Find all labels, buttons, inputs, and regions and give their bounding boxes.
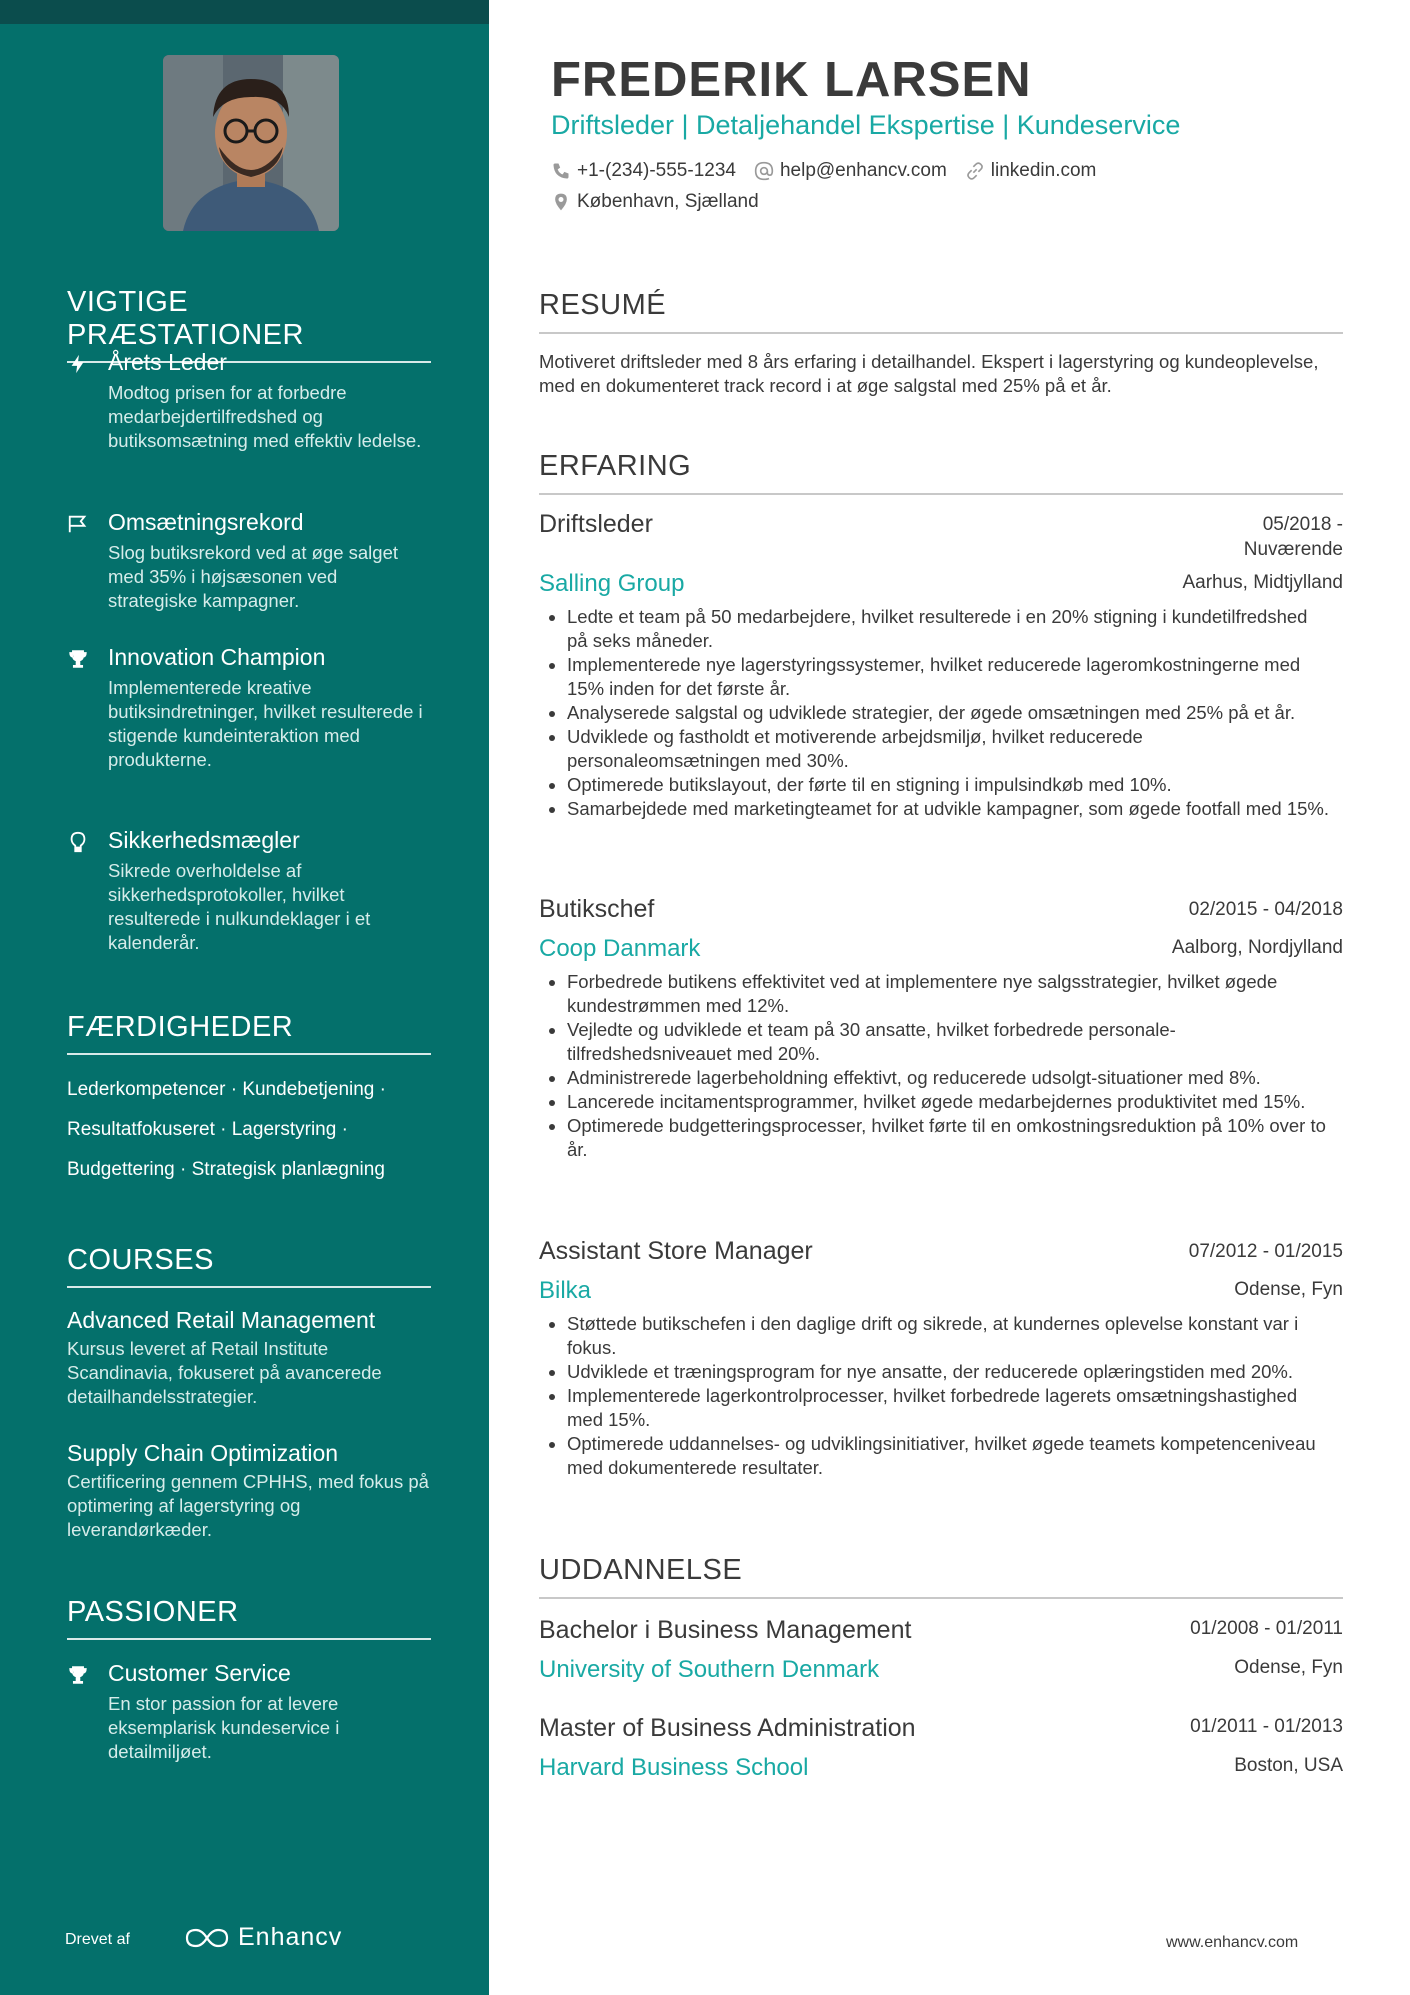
contact-website[interactable] <box>965 160 1097 182</box>
summary-text: Motiveret driftsleder med 8 års erfaring i detailhandel. Ekspert i lagerstyring og kundeoplevelse, med en dokumenteret track record i at øge salgstal med 25% på et år. <box>539 351 1319 396</box>
phone-icon <box>551 161 571 181</box>
experience-heading: ERFARING <box>539 450 1343 495</box>
job-bullet: • Ledte et team på 50 medarbejdere, hvilket resulterede i en 20% stigning i kundetilfredshed på seks måneder. <box>567 605 1332 653</box>
job-bullet: • Administrerede lagerbeholdning effektivt, og reducerede udsolgt-situationer med 8%. <box>567 1066 1332 1090</box>
education-school: University of Southern Denmark <box>539 1656 880 1683</box>
education-school: Harvard Business School <box>539 1754 809 1781</box>
contact-location <box>551 191 759 213</box>
job-bullet: • Implementerede nye lagerstyringssystemer, hvilket reducerede lageromkostningerne med 15% inden for det første år. <box>567 653 1332 701</box>
achievement-title: Sikkerhedsmægler <box>108 827 300 853</box>
person-headline: Driftsleder | Detaljehandel Ekspertise | Kundeservice <box>551 110 1181 140</box>
achievement-desc: Modtog prisen for at forbedre medarbejdertilfredshed og butiksomsætning med effektiv ledelse. <box>108 382 422 451</box>
course-title: Supply Chain Optimization <box>67 1440 339 1466</box>
phone-text: +1-(234)-555-1234 <box>577 160 736 181</box>
at-icon <box>754 161 774 181</box>
course-item <box>67 1438 437 1542</box>
achievements-heading: VIGTIGE PRÆSTATIONER <box>67 286 431 363</box>
achievement-title: Innovation Champion <box>108 644 326 670</box>
bolt-icon <box>67 353 89 375</box>
sidebar-top-band <box>0 0 489 24</box>
enhancv-logo[interactable] <box>184 1923 342 1952</box>
job-date: 02/2015 - 04/2018 <box>1188 899 1343 920</box>
job-bullet: • Udviklede et træningsprogram for nye ansatte, der reducerede oplæringstiden med 20%. <box>567 1360 1332 1384</box>
footer-url[interactable]: www.enhancv.com <box>1166 1934 1299 1951</box>
achievement-item <box>67 825 431 955</box>
passion-title: Customer Service <box>108 1660 291 1686</box>
job-title: Assistant Store Manager <box>539 1237 813 1265</box>
location-pin-icon <box>551 192 571 212</box>
job-company: Salling Group <box>539 570 685 597</box>
job-date-end: Nuværende <box>1243 539 1343 560</box>
job-date: 07/2012 - 01/2015 <box>1188 1241 1343 1262</box>
job-bullet: • Forbedrede butikens effektivitet ved at implementere nye salgsstrategier, hvilket øgede kundestrømmen med 12%. <box>567 970 1332 1018</box>
course-title: Advanced Retail Management <box>67 1307 376 1333</box>
achievement-desc: Sikrede overholdelse af sikkerhedsprotokoller, hvilket resulterede i nulkundeklager i et kalenderår. <box>108 860 371 953</box>
education-date: 01/2011 - 01/2013 <box>1190 1716 1343 1737</box>
education-degree: Bachelor i Business Management <box>539 1616 912 1644</box>
education-date: 01/2008 - 01/2011 <box>1190 1618 1343 1639</box>
job-bullet: • Vejledte og udviklede et team på 30 ansatte, hvilket forbedrede personale-tilfredshedsniveauet med 20%. <box>567 1018 1332 1066</box>
profile-photo <box>163 55 339 231</box>
passions-heading: PASSIONER <box>67 1596 431 1640</box>
job-title: Butikschef <box>539 895 655 923</box>
sidebar <box>0 0 489 1995</box>
job-bullet: • Optimerede uddannelses- og udviklingsinitiativer, hvilket øgede teamets kompetenceniveau med dokumenterede resultater. <box>567 1432 1332 1480</box>
education-degree: Master of Business Administration <box>539 1714 916 1742</box>
job-bullet: • Analyserede salgstal og udviklede strategier, der øgede omsætningen med 25% på et år. <box>567 701 1332 725</box>
job-bullet: • Optimerede budgetteringsprocesser, hvilket førte til en omkostningsreduktion på 10% over to år. <box>567 1114 1332 1162</box>
education-location: Odense, Fyn <box>1234 1657 1343 1678</box>
skills-line: Resultatfokuseret · Lagerstyring · <box>67 1119 348 1140</box>
skills-line: Lederkompetencer · Kundebetjening · <box>67 1079 386 1100</box>
skills-heading: FÆRDIGHEDER <box>67 1011 431 1055</box>
skills-line: Budgettering · Strategisk planlægning <box>67 1159 385 1180</box>
job-date <box>1244 512 1343 562</box>
education-location: Boston, USA <box>1234 1755 1343 1776</box>
job-date-start: 05/2018 - <box>1262 514 1343 535</box>
job-bullet: • Implementerede lagerkontrolprocesser, hvilket forbedrede lagerets omsætningshastighed med 15%. <box>567 1384 1332 1432</box>
job-company: Bilka <box>539 1277 592 1304</box>
education-heading: UDDANNELSE <box>539 1554 1343 1599</box>
trophy-icon <box>67 1664 89 1686</box>
job-bullets <box>539 970 1332 1162</box>
email-text: help@enhancv.com <box>779 160 947 181</box>
passion-item <box>67 1658 431 1764</box>
achievement-item <box>67 642 431 772</box>
job-bullet: • Samarbejdede med marketingteamet for at udvikle kampagner, som øgede footfall med 15%. <box>567 797 1332 821</box>
job-location: Aarhus, Midtjylland <box>1182 572 1343 593</box>
job-location: Aalborg, Nordjylland <box>1171 937 1343 958</box>
person-name: FREDERIK LARSEN <box>551 53 1032 107</box>
enhancv-logo-icon <box>184 1926 230 1950</box>
enhancv-brand-text: Enhancv <box>238 1923 343 1951</box>
trophy-icon <box>67 648 89 670</box>
job-bullet: • Udviklede og fastholdt et motiverende arbejdsmiljø, hvilket reducerede personaleomsætningen med 30%. <box>567 725 1332 773</box>
contact-row <box>551 160 1114 182</box>
contact-row-2 <box>551 191 777 213</box>
achievement-item <box>67 347 431 453</box>
passion-desc: En stor passion for at levere eksemplarisk kundeservice i detailmiljøet. <box>108 1693 340 1762</box>
contact-phone[interactable] <box>551 160 736 182</box>
skills-list <box>67 1070 437 1190</box>
link-icon <box>965 161 985 181</box>
course-desc: Certificering gennem CPHHS, med fokus på optimering af lagerstyring og leverandørkæder. <box>67 1471 429 1540</box>
course-item <box>67 1305 437 1409</box>
contact-email[interactable] <box>754 160 947 182</box>
achievement-title: Årets Leder <box>108 349 227 375</box>
flag-icon <box>67 513 89 535</box>
lightbulb-icon <box>67 831 89 853</box>
job-title: Driftsleder <box>539 510 653 538</box>
location-text: København, Sjælland <box>577 191 759 212</box>
achievement-title: Omsætningsrekord <box>108 509 304 535</box>
job-bullets <box>539 605 1332 821</box>
job-bullet: • Lancerede incitamentsprogrammer, hvilket øgede medarbejdernes produktivitet med 15%. <box>567 1090 1332 1114</box>
course-desc: Kursus leveret af Retail Institute Scandinavia, fokuseret på avancerede detailhandelsstrategier. <box>67 1338 382 1407</box>
achievement-item <box>67 507 431 613</box>
courses-heading: COURSES <box>67 1244 431 1288</box>
achievement-desc: Implementerede kreative butiksindretninger, hvilket resulterede i stigende kundeinteraktion med produkterne. <box>108 677 423 770</box>
website-text: linkedin.com <box>990 160 1097 181</box>
summary-heading: RESUMÉ <box>539 289 1343 334</box>
job-bullets <box>539 1312 1332 1480</box>
achievement-desc: Slog butiksrekord ved at øge salget med 35% i højsæsonen ved strategiske kampagner. <box>108 542 398 611</box>
job-bullet: • Støttede butikschefen i den daglige drift og sikrede, at kundernes oplevelse konstant var i fokus. <box>567 1312 1332 1360</box>
job-bullet: • Optimerede butikslayout, der førte til en stigning i impulsindkøb med 10%. <box>567 773 1332 797</box>
job-company: Coop Danmark <box>539 935 701 962</box>
powered-by-label: Drevet af <box>65 1931 130 1948</box>
job-location: Odense, Fyn <box>1234 1279 1343 1300</box>
